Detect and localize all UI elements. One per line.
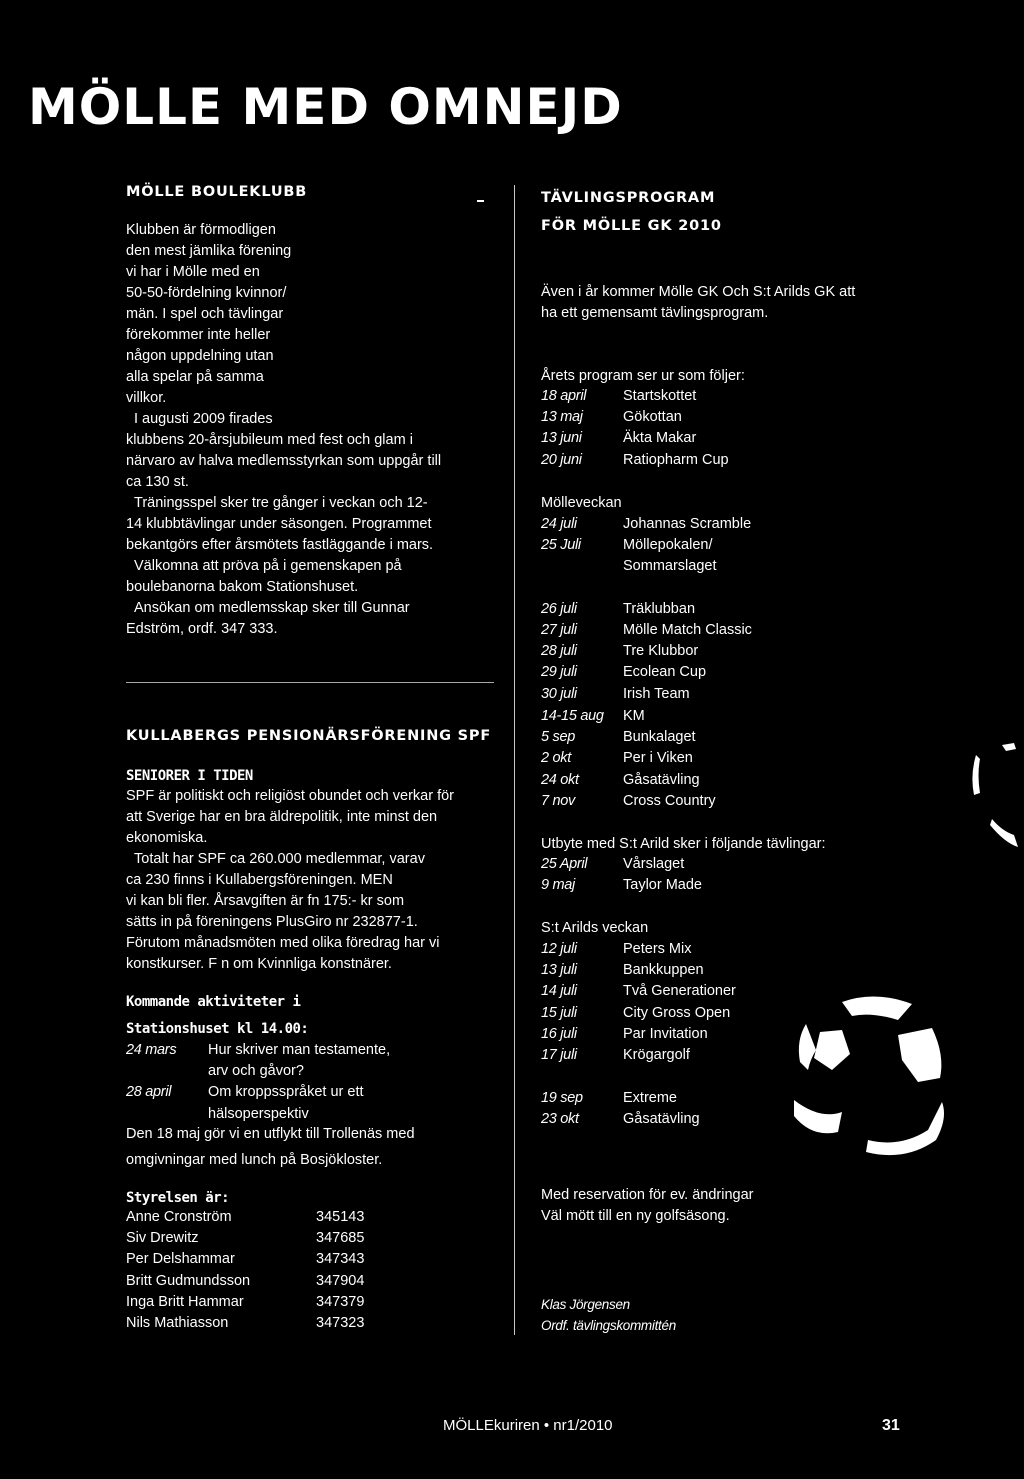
event-row-date: 28 juli [541,643,577,660]
event-row-date: 25 April [541,856,588,872]
program-group-molleveckan [541,514,752,705]
event-row-event: Bankkuppen [623,962,704,979]
event-row-event: Möllepokalen/ [623,537,713,554]
board-row [126,1207,364,1228]
activity-row [126,1040,390,1061]
activity-row-date: 24 mars [126,1042,177,1058]
board-row-phone: 347343 [316,1251,365,1268]
event-row [541,407,729,428]
event-row-date: 2 okt [541,750,571,767]
board-row [126,1292,364,1313]
boule-line: Ansökan om medlemsskap sker till Gunnar [134,600,410,616]
event-row [541,770,716,791]
boule-line: förekommer inte heller [126,327,271,343]
event-row-date: 24 okt [541,771,579,788]
event-row-date: 29 juli [541,664,577,681]
event-row [541,960,736,981]
activity-row-date: 28 april [126,1084,172,1101]
event-row-date: 19 sep [541,1090,583,1106]
program-label: Årets program ser ur som följer: [541,368,745,384]
trip-line-1: Den 18 maj gör vi en utflykt till Trollenäs med [126,1126,415,1142]
event-row-event: Par Invitation [623,1025,708,1042]
spf-line: vi kan bli fler. Årsavgiften är fn 175:- kr som [126,893,405,909]
trip-text [126,1124,415,1171]
spf-heading: KULLABERGS PENSIONÄRSFÖRENING SPF [126,728,492,744]
boule-line: alla spelar på samma [126,369,264,385]
event-row-date: 24 juli [541,516,577,532]
event-row-date: 20 juni [541,451,582,468]
page-title: MÖLLE MED OMNEJD [28,78,623,136]
event-row [541,620,752,641]
event-row-event: Två Generationer [623,983,736,1000]
golf-heading: TÄVLINGSPROGRAM [541,190,716,206]
event-row [541,662,752,683]
page-number: 31 [882,1417,900,1434]
event-row-date: 12 juli [541,941,577,957]
event-row [541,1088,700,1109]
boule-line: ca 130 st. [126,474,189,490]
event-row [541,706,716,727]
event-row [541,1109,700,1130]
event-row-event: Ecolean Cup [623,664,707,681]
spf-body [126,786,454,975]
event-row-date: 26 juli [541,600,577,617]
football-fragment-illustration [950,735,1020,855]
spf-line: Förutom månadsmöten med olika föredrag har vi [126,935,440,951]
event-row [541,981,736,1002]
board-row-name: Per Delshammar [126,1251,235,1268]
closing-text [541,1185,754,1227]
spf-subheading: SENIORER I TIDEN [126,768,253,784]
activities-subheading: Stationshuset kl 14.00: [126,1021,309,1037]
event-row-event: Äkta Makar [623,430,697,447]
activity-row-date [126,1061,208,1082]
activities-heading: Kommande aktiviteter i [126,994,301,1010]
event-row-event: KM [623,708,645,724]
activity-row [126,1061,390,1082]
board-row-phone: 347379 [316,1293,365,1310]
activity-row [126,1104,390,1125]
event-row-date: 17 juli [541,1047,577,1064]
event-row-event [623,578,627,599]
boule-line: män. I spel och tävlingar [126,306,284,322]
board-heading: Styrelsen är: [126,1190,230,1206]
event-row [541,748,716,769]
closing-line-1: Med reservation för ev. ändringar [541,1187,754,1203]
event-row-date: 30 juli [541,685,577,702]
event-row-date: 23 okt [541,1111,579,1128]
boule-line: närvaro av halva medlemsstyrkan som uppgår till [126,453,442,469]
golf-intro-line-1: Även i år kommer Mölle GK Och S:t Arilds GK att [541,284,856,300]
event-row [541,1003,736,1024]
event-row-event: Gåsatävling [623,1111,700,1128]
event-row-event: Peters Mix [623,941,692,957]
boule-line: Klubben är förmodligen [126,222,276,238]
golf-intro [541,282,855,324]
golf-subheading: FÖR MÖLLE GK 2010 [541,218,722,234]
football-illustration [780,990,960,1160]
board-row-name: Inga Britt Hammar [126,1293,244,1310]
spf-line: ekonomiska. [126,830,208,846]
dash-mark [477,200,484,202]
event-row [541,514,752,535]
activity-row-text: hälsoperspektiv [208,1105,309,1122]
event-row-event: Extreme [623,1090,677,1106]
event-row-date: 25 Juli [541,537,581,554]
board-row-name: Anne Cronström [126,1209,232,1225]
column-divider [514,185,515,1335]
event-row [541,684,752,705]
event-row-event: Johannas Scramble [623,516,752,532]
arild-label: S:t Arilds veckan [541,920,649,936]
boule-line: villkor. [126,390,167,406]
boule-line: boulebanorna bakom Stationshuset. [126,579,359,595]
boule-line: I augusti 2009 firades [134,411,273,427]
event-row-date: 9 maj [541,877,575,894]
board-row-name: Britt Gudmundsson [126,1272,251,1289]
event-row-date: 13 juli [541,962,577,979]
event-row [541,599,752,620]
event-row-event: Gåsatävling [623,771,700,788]
board-row [126,1313,364,1334]
event-row [541,1045,736,1066]
event-row-event: Per i Viken [623,750,693,767]
event-row-event: Cross Country [623,792,716,809]
event-row [541,428,729,449]
board-row-name: Siv Drewitz [126,1230,199,1247]
signature-role: Ordf. tävlingskommittén [541,1318,676,1333]
program-group-arild [541,939,736,1066]
event-row-date: 15 juli [541,1004,577,1021]
molleveckan-label: Mölleveckan [541,495,622,511]
program-group-autumn [541,706,716,812]
event-row-event: Tre Klubbor [623,643,699,660]
board-row-phone: 347904 [316,1272,365,1289]
event-row-date: 13 juni [541,430,582,447]
event-row [541,1024,736,1045]
spf-line: ca 230 finns i Kullabergsföreningen. MEN [126,872,393,888]
trip-line-2: omgivningar med lunch på Bosjökloster. [126,1152,383,1168]
board-row-phone: 347323 [316,1315,365,1332]
signature [541,1294,676,1336]
boule-line: Välkomna att pröva på i gemenskapen på [134,558,402,574]
event-row-date: 5 sep [541,729,575,746]
program-group-spring [541,386,729,471]
board-row-phone: 345143 [316,1209,365,1225]
event-row [541,535,752,556]
event-row-event: Mölle Match Classic [623,622,752,639]
board-row-phone: 347685 [316,1230,365,1247]
event-row [541,875,702,896]
golf-intro-line-2: ha ett gemensamt tävlingsprogram. [541,305,769,321]
board-row [126,1249,364,1270]
activity-row-text: arv och gåvor? [208,1063,304,1080]
board-row [126,1271,364,1292]
event-row-event: Ratiopharm Cup [623,451,729,468]
boule-line: 50-50-fördelning kvinnor/ [126,285,287,301]
spf-line: Totalt har SPF ca 260.000 medlemmar, varav [134,851,425,867]
boule-line: Edström, ordf. 347 333. [126,621,278,637]
board-list [126,1207,364,1334]
event-row-date: 13 maj [541,409,583,426]
event-row [541,641,752,662]
section-divider [126,682,494,683]
board-row-name: Nils Mathiasson [126,1315,229,1332]
boule-line: Träningsspel sker tre gånger i veckan och 12- [134,495,428,511]
boule-body [126,220,441,640]
event-row [541,854,702,875]
signature-name: Klas Jörgensen [541,1297,630,1312]
event-row-event: Vårslaget [623,856,685,872]
event-row-event: City Gross Open [623,1004,731,1021]
event-row-event: Irish Team [623,685,690,702]
exchange-label: Utbyte med S:t Arild sker i följande tävlingar: [541,836,826,852]
activity-row-text: Hur skriver man testamente, [208,1042,391,1058]
event-row-date: 18 april [541,388,587,404]
boule-line: vi har i Mölle med en [126,264,260,280]
footer-magazine: MÖLLEkuriren • nr1/2010 [443,1417,613,1434]
event-row-event: Taylor Made [623,877,702,894]
event-row-event: Bunkalaget [623,729,696,746]
program-group-late [541,1088,700,1130]
boule-line: 14 klubbtävlingar under säsongen. Programmet [126,516,432,532]
event-row [541,791,716,812]
spf-line: sätts in på föreningens PlusGiro nr 232877-1. [126,914,418,930]
event-row [541,386,729,407]
spf-line: SPF är politiskt och religiöst obundet och verkar för [126,788,455,804]
event-row [541,578,752,599]
event-row [541,450,729,471]
activity-row-text: Om kroppsspråket ur ett [208,1084,364,1101]
event-row-date [541,556,623,577]
program-group-exchange [541,854,702,896]
event-row-date: 27 juli [541,622,577,639]
activities-list [126,1040,390,1125]
event-row-event: Gökottan [623,409,682,426]
activity-row-date [126,1104,208,1125]
event-row-date: 16 juli [541,1025,577,1042]
event-row-event: Krögargolf [623,1047,690,1064]
event-row-date: 7 nov [541,792,575,809]
event-row-event: Sommarslaget [623,558,717,575]
boule-line: den mest jämlika förening [126,243,292,259]
event-row [541,939,736,960]
event-row-event: Startskottet [623,388,697,404]
activity-row [126,1082,390,1103]
event-row-event: Träklubban [623,600,696,617]
spf-line: att Sverige har en bra äldrepolitik, inte minst den [126,809,438,825]
event-row-date: 14 juli [541,983,577,1000]
boule-line: någon uppdelning utan [126,348,274,364]
event-row-date: 14-15 aug [541,708,604,724]
boule-heading: MÖLLE BOULEKLUBB [126,184,308,200]
closing-line-2: Väl mött till en ny golfsäsong. [541,1208,730,1224]
spf-line: konstkurser. F n om Kvinnliga konstnärer. [126,956,392,972]
event-row [541,727,716,748]
event-row-date [541,578,623,599]
boule-line: klubbens 20-årsjubileum med fest och glam i [126,432,413,448]
board-row [126,1228,364,1249]
boule-line: bekantgörs efter årsmötets fastläggande i mars. [126,537,434,553]
event-row [541,556,752,577]
